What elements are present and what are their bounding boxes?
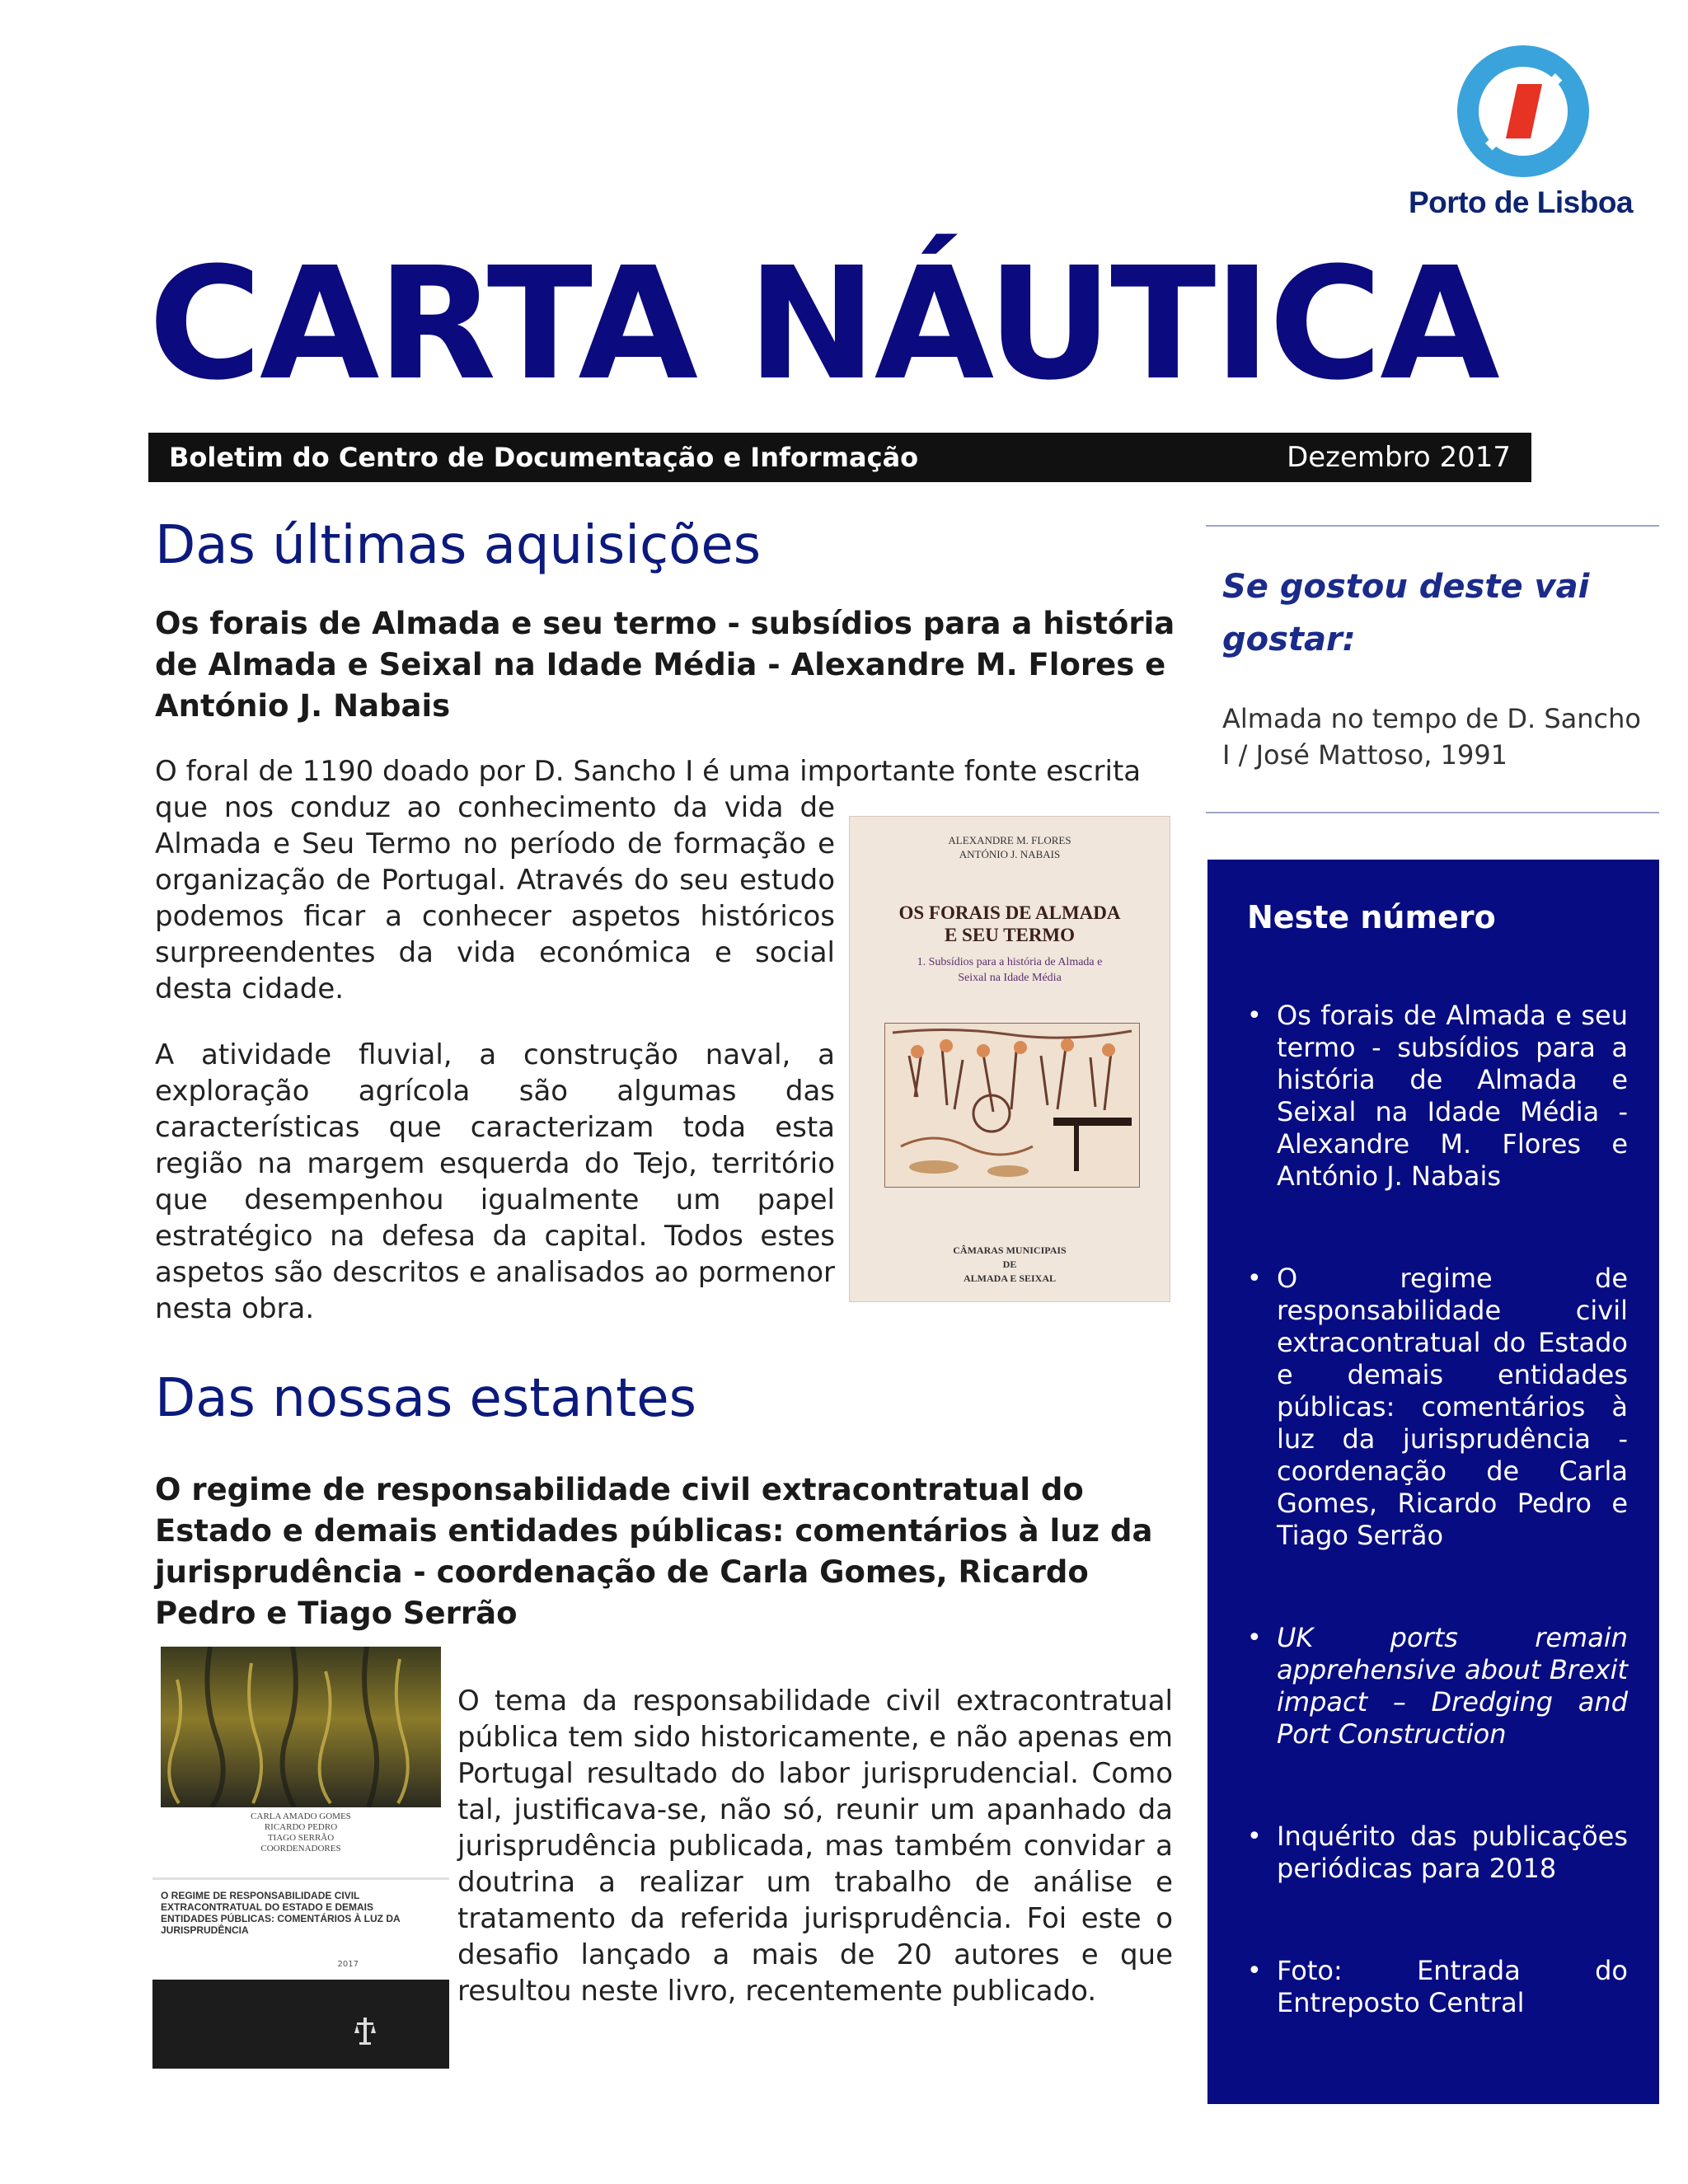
contents-list: [1247, 1000, 1628, 2019]
cover-author-1: CARLA AMADO GOMES: [251, 1811, 351, 1821]
cover-subtitle-line-1: 1. Subsídios para a história de Almada e: [917, 956, 1103, 968]
logo-text: Porto de Lisboa: [1408, 185, 1634, 219]
cover-publisher-line-1: CÂMARAS MUNICIPAIS: [953, 1244, 1067, 1256]
cover-dark-band: [152, 1980, 449, 2069]
masthead-title: CARTA NÁUTICA: [148, 234, 1498, 415]
book-cover-forais: [849, 816, 1170, 1302]
publisher-emblem-icon: [354, 2016, 376, 2046]
porto-de-lisboa-logo: [1401, 33, 1640, 231]
cover-year: 2017: [337, 1960, 359, 1969]
article-title-regime: O regime de responsabilidade civil extracontratual do Estado e demais entidades públicas: comentários à luz da jurisprudência - coordenação de Carla Gomes, Ricardo Pedro e Tiago Serrão: [155, 1472, 1153, 1631]
cover-coordinators: COORDENADORES: [260, 1844, 341, 1854]
cover-authors: [152, 1811, 449, 1854]
sidebar-rule-bottom: [1206, 812, 1659, 813]
paragraph-forais-1: que nos conduz ao conhecimento da vida de Almada e Seu Termo no período de formação e organização de Portugal. Através do seu estudo podemos ficar a conhecer aspetos históricos surpreendentes da vida económica e social desta cidade.: [155, 791, 835, 1005]
masthead-subtitle: Boletim do Centro de Documentação e Informação: [169, 442, 919, 473]
cover-publisher-line-3: ALMADA E SEIXAL: [963, 1272, 1057, 1284]
cover-author-2: ANTÓNIO J. NABAIS: [959, 848, 1061, 860]
cover-rule: [152, 1877, 449, 1880]
cover-title: O REGIME DE RESPONSABILIDADE CIVIL EXTRACONTRATUAL DO ESTADO E DEMAIS ENTIDADES PÚBLICAS: COMENTÁRIOS À LUZ DA JURISPRUDÊNCIA: [161, 1890, 401, 1936]
cover-publisher: [850, 1244, 1170, 1286]
masthead-date: Dezembro 2017: [1287, 441, 1511, 474]
cover-publisher-line-2: DE: [1002, 1258, 1017, 1270]
masthead-bar: [148, 433, 1531, 482]
paragraph-forais-line1: O foral de 1190 doado por D. Sancho I é uma importante fonte escrita: [155, 755, 1142, 788]
sidebar-recommend-heading: Se gostou deste vai gostar:: [1222, 568, 1590, 658]
contents-item-uk-ports: • UK ports remain apprehensive about Brexit impact – Dredging and Port Construction: [1247, 1622, 1628, 1750]
cover-author-2: RICARDO PEDRO: [264, 1822, 338, 1832]
cover-subtitle: [850, 954, 1170, 986]
contents-box-title: Neste número: [1247, 899, 1496, 935]
contents-item-regime: • O regime de responsabilidade civil extracontratual do Estado e demais entidades públicas: comentários à luz da jurisprudência - coordenação de Carla Gomes, Ricardo Pedro e Tiago Serrão: [1247, 1263, 1628, 1552]
book-cover-regime: [152, 1647, 449, 2069]
contents-item-forais: • Os forais de Almada e seu termo - subsídios para a história de Almada e Seixal na Idade Média - Alexandre M. Flores e António J. Nabais: [1247, 1000, 1628, 1193]
cover-author-3: TIAGO SERRÃO: [267, 1833, 335, 1843]
contents-item-inquerito: • Inquérito das publicações periódicas para 2018: [1247, 1821, 1628, 1885]
contents-item-foto: • Foto: Entrada do Entreposto Central: [1247, 1955, 1628, 2019]
sidebar-recommend-text: Almada no tempo de D. Sancho I / José Mattoso, 1991: [1222, 703, 1641, 771]
cover-authors: [850, 833, 1170, 861]
paragraph-regime: O tema da responsabilidade civil extracontratual pública tem sido historicamente, e não apenas em Portugal resultado do labor jurisprudencial. Como tal, justificava-se, não só, reunir um apanhado da jurisprudência publicada, mas também convidar a doutrina a realizar um trabalho de análise e tratamento da referida jurisprudência. Foi este o desafio lançado a mais de 20 autores e que resultou neste livro, recentemente publicado.: [457, 1685, 1173, 2008]
sidebar-rule-top: [1206, 525, 1659, 527]
cover-photo: [161, 1647, 441, 1807]
article-title-forais: Os forais de Almada e seu termo - subsídios para a história de Almada e Seixal na Idade Média - Alexandre M. Flores e António J. Nabais: [155, 606, 1175, 724]
cover-year-band: [152, 1960, 449, 1976]
sidebar-contents-box: [1207, 860, 1659, 2104]
porto-de-lisboa-emblem-icon: [1453, 41, 1593, 181]
cover-title-line-1: OS FORAIS DE ALMADA: [898, 902, 1121, 923]
cover-illustration: [884, 1023, 1140, 1188]
cover-subtitle-line-2: Seixal na Idade Média: [958, 972, 1062, 984]
cover-author-1: ALEXANDRE M. FLORES: [948, 834, 1071, 846]
section-heading-estantes: Das nossas estantes: [155, 1368, 696, 1429]
paragraph-forais-2: A atividade fluvial, a construção naval, a exploração agrícola são algumas das características que caracterizam toda esta região na margem esquerda do Tejo, território que desempenhou igualmente um papel estratégico na defesa da capital. Todos estes aspetos são descritos e analisados ao pormenor nesta obra.: [155, 1038, 835, 1325]
section-heading-aquisicoes: Das últimas aquisições: [155, 515, 762, 576]
cover-title: [850, 902, 1170, 946]
cover-title-line-2: E SEU TERMO: [944, 925, 1076, 945]
